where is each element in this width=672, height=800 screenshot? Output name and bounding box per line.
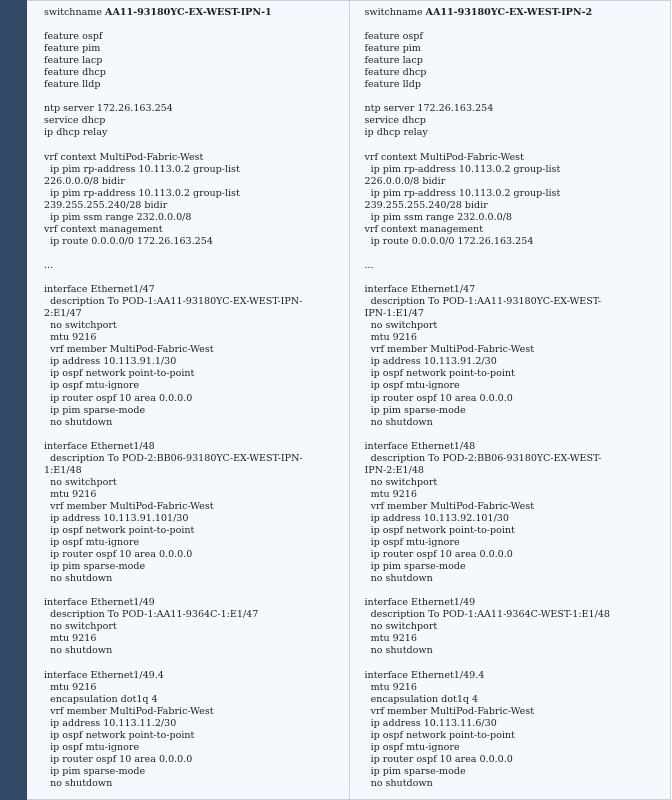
config-line: ip pim rp-address 10.113.0.2 group-list — [364, 187, 561, 199]
config-line: vrf member MultiPod-Fabric-West — [364, 705, 535, 717]
config-line — [44, 248, 345, 260]
config-line: ip ospf network point-to-point — [364, 368, 515, 380]
config-line: ip pim sparse-mode — [364, 404, 466, 416]
config-line — [44, 272, 345, 284]
config-line: feature dhcp — [44, 67, 106, 79]
config-line: ip router ospf 10 area 0.0.0.0 — [44, 549, 193, 561]
config-line: description To POD-1:AA11-93180YC-EX-WEST-IPN- — [44, 296, 303, 308]
config-line: service dhcp — [364, 115, 426, 127]
config-line: ip route 0.0.0.0/0 172.26.163.254 — [364, 235, 534, 247]
config-line: no switchport — [44, 476, 117, 488]
config-line: ip pim rp-address 10.113.0.2 group-list — [44, 187, 240, 199]
config-line: vrf context management — [44, 223, 163, 235]
config-line: no switchport — [364, 320, 438, 332]
config-line: 239.255.255.240/28 bidir — [44, 199, 168, 211]
config-line: mtu 9216 — [364, 332, 417, 344]
config-line: ip ospf network point-to-point — [364, 729, 515, 741]
config-line — [365, 91, 667, 103]
config-line: no switchport — [364, 621, 438, 633]
config-line — [44, 429, 345, 441]
config-line: ip router ospf 10 area 0.0.0.0 — [44, 392, 193, 404]
config-line: vrf context MultiPod-Fabric-West — [44, 151, 204, 163]
config-line: interface Ethernet1/49 — [44, 597, 155, 609]
right-config-column — [349, 1, 671, 799]
config-line: ... — [44, 259, 54, 271]
config-line: feature pim — [44, 43, 101, 55]
right-config-lines — [365, 19, 667, 790]
config-line: ip ospf mtu-ignore — [364, 537, 460, 549]
config-line: vrf context management — [364, 223, 484, 235]
config-line — [365, 19, 667, 31]
left-accent-bar — [0, 0, 27, 800]
config-line: ip pim sparse-mode — [364, 561, 466, 573]
config-line: ip router ospf 10 area 0.0.0.0 — [364, 753, 513, 765]
config-line: ip address 10.113.91.101/30 — [44, 512, 189, 524]
config-line: ip pim ssm range 232.0.0.0/8 — [44, 211, 192, 223]
config-line: mtu 9216 — [364, 681, 417, 693]
config-line: vrf context MultiPod-Fabric-West — [364, 151, 524, 163]
config-line: vrf member MultiPod-Fabric-West — [364, 500, 535, 512]
config-line: ip pim sparse-mode — [44, 561, 146, 573]
config-line: ip address 10.113.92.101/30 — [364, 512, 509, 524]
config-line: no switchport — [44, 621, 117, 633]
config-line: IPN-1:E1/47 — [364, 308, 424, 320]
config-line: 226.0.0.0/8 bidir — [44, 175, 125, 187]
config-line — [365, 248, 667, 260]
config-line: interface Ethernet1/47 — [44, 284, 155, 296]
config-line: interface Ethernet1/48 — [44, 440, 155, 452]
config-line: ip ospf network point-to-point — [364, 525, 515, 537]
config-line: vrf member MultiPod-Fabric-West — [364, 344, 535, 356]
config-line: ip route 0.0.0.0/0 172.26.163.254 — [44, 235, 213, 247]
config-line: ip ospf mtu-ignore — [364, 741, 460, 753]
config-line: ... — [364, 259, 374, 271]
config-line: ip pim sparse-mode — [44, 404, 146, 416]
config-line: ntp server 172.26.163.254 — [44, 103, 173, 115]
config-line: no shutdown — [44, 645, 113, 657]
config-line: feature lldp — [364, 79, 421, 91]
config-line — [44, 658, 345, 670]
config-line: ip address 10.113.11.6/30 — [364, 717, 497, 729]
config-line: no shutdown — [44, 416, 113, 428]
config-line: description To POD-1:AA11-9364C-WEST-1:E1/48 — [364, 609, 610, 621]
config-line: service dhcp — [44, 115, 106, 127]
config-line: ip router ospf 10 area 0.0.0.0 — [44, 753, 193, 765]
config-line: interface Ethernet1/49.4 — [44, 669, 164, 681]
config-switchname-line — [365, 7, 667, 19]
config-line: no shutdown — [364, 778, 433, 789]
config-line: encapsulation dot1q 4 — [364, 693, 479, 705]
config-line: ip pim sparse-mode — [364, 765, 466, 777]
config-line: ip address 10.113.91.1/30 — [44, 356, 177, 368]
config-line — [365, 658, 667, 670]
config-line: description To POD-2:BB06-93180YC-EX-WEST-IPN- — [44, 452, 303, 464]
config-line: IPN-2:E1/48 — [364, 464, 424, 476]
config-line: mtu 9216 — [44, 488, 97, 500]
config-line: ntp server 172.26.163.254 — [364, 103, 494, 115]
config-line — [365, 585, 667, 597]
config-line: description To POD-1:AA11-9364C-1:E1/47 — [44, 609, 259, 621]
config-line: ip ospf network point-to-point — [44, 368, 195, 380]
config-line: mtu 9216 — [364, 488, 417, 500]
config-line — [44, 585, 345, 597]
config-line: ip ospf mtu-ignore — [44, 537, 140, 549]
config-line: ip pim rp-address 10.113.0.2 group-list — [364, 163, 561, 175]
config-line — [365, 429, 667, 441]
config-line: mtu 9216 — [364, 633, 417, 645]
switchname-keyword: switchname — [364, 7, 423, 18]
config-line: no shutdown — [364, 573, 433, 585]
config-line: ip router ospf 10 area 0.0.0.0 — [364, 549, 513, 561]
config-comparison-table — [27, 0, 671, 800]
switchname-value: AA11-93180YC-EX-WEST-IPN-2 — [425, 7, 593, 18]
config-line: ip ospf mtu-ignore — [44, 380, 140, 392]
config-line: 226.0.0.0/8 bidir — [364, 175, 446, 187]
config-line: mtu 9216 — [44, 332, 97, 344]
config-line: vrf member MultiPod-Fabric-West — [44, 705, 214, 717]
config-line: 239.255.255.240/28 bidir — [364, 199, 488, 211]
config-line: ip dhcp relay — [364, 127, 428, 139]
config-line: ip ospf mtu-ignore — [364, 380, 460, 392]
switchname-keyword: switchname — [44, 7, 102, 18]
config-line: no switchport — [364, 476, 438, 488]
config-line: ip pim ssm range 232.0.0.0/8 — [364, 211, 512, 223]
config-line: vrf member MultiPod-Fabric-West — [44, 344, 214, 356]
config-line — [365, 140, 667, 152]
config-line: ip ospf mtu-ignore — [44, 741, 140, 753]
config-line: ip address 10.113.91.2/30 — [364, 356, 497, 368]
config-line — [44, 140, 345, 152]
switchname-value: AA11-93180YC-EX-WEST-IPN-1 — [105, 7, 272, 18]
config-line: ip router ospf 10 area 0.0.0.0 — [364, 392, 513, 404]
config-line: interface Ethernet1/48 — [364, 440, 476, 452]
config-line: mtu 9216 — [44, 633, 97, 645]
left-config-column — [27, 1, 349, 799]
config-line — [44, 19, 345, 31]
config-line: feature lacp — [364, 55, 423, 67]
config-line: feature lacp — [44, 55, 103, 67]
config-line — [44, 91, 345, 103]
config-line: vrf member MultiPod-Fabric-West — [44, 500, 214, 512]
config-line: feature ospf — [44, 31, 103, 43]
config-line: no shutdown — [44, 573, 113, 585]
config-line: description To POD-1:AA11-93180YC-EX-WEST- — [364, 296, 602, 308]
config-line: 2:E1/47 — [44, 308, 82, 320]
config-line: mtu 9216 — [44, 681, 97, 693]
config-line: interface Ethernet1/49.4 — [364, 669, 485, 681]
config-line: no shutdown — [44, 778, 113, 789]
config-line: ip pim rp-address 10.113.0.2 group-list — [44, 163, 240, 175]
left-config-lines — [44, 19, 345, 790]
config-line: interface Ethernet1/49 — [364, 597, 476, 609]
config-line: ip pim sparse-mode — [44, 765, 146, 777]
config-line: ip ospf network point-to-point — [44, 525, 195, 537]
config-line: ip address 10.113.11.2/30 — [44, 717, 177, 729]
config-line: feature ospf — [364, 31, 423, 43]
config-line: feature dhcp — [364, 67, 427, 79]
config-line: no shutdown — [364, 645, 433, 657]
config-line: feature pim — [364, 43, 421, 55]
config-line: no switchport — [44, 320, 117, 332]
config-line: interface Ethernet1/47 — [364, 284, 476, 296]
config-line: description To POD-2:BB06-93180YC-EX-WEST- — [364, 452, 602, 464]
config-line: feature lldp — [44, 79, 101, 91]
config-line: ip dhcp relay — [44, 127, 108, 139]
config-line: encapsulation dot1q 4 — [44, 693, 158, 705]
config-line: ip ospf network point-to-point — [44, 729, 195, 741]
config-line — [365, 272, 667, 284]
config-switchname-line — [44, 7, 345, 19]
config-line: no shutdown — [364, 416, 433, 428]
config-line: 1:E1/48 — [44, 464, 82, 476]
